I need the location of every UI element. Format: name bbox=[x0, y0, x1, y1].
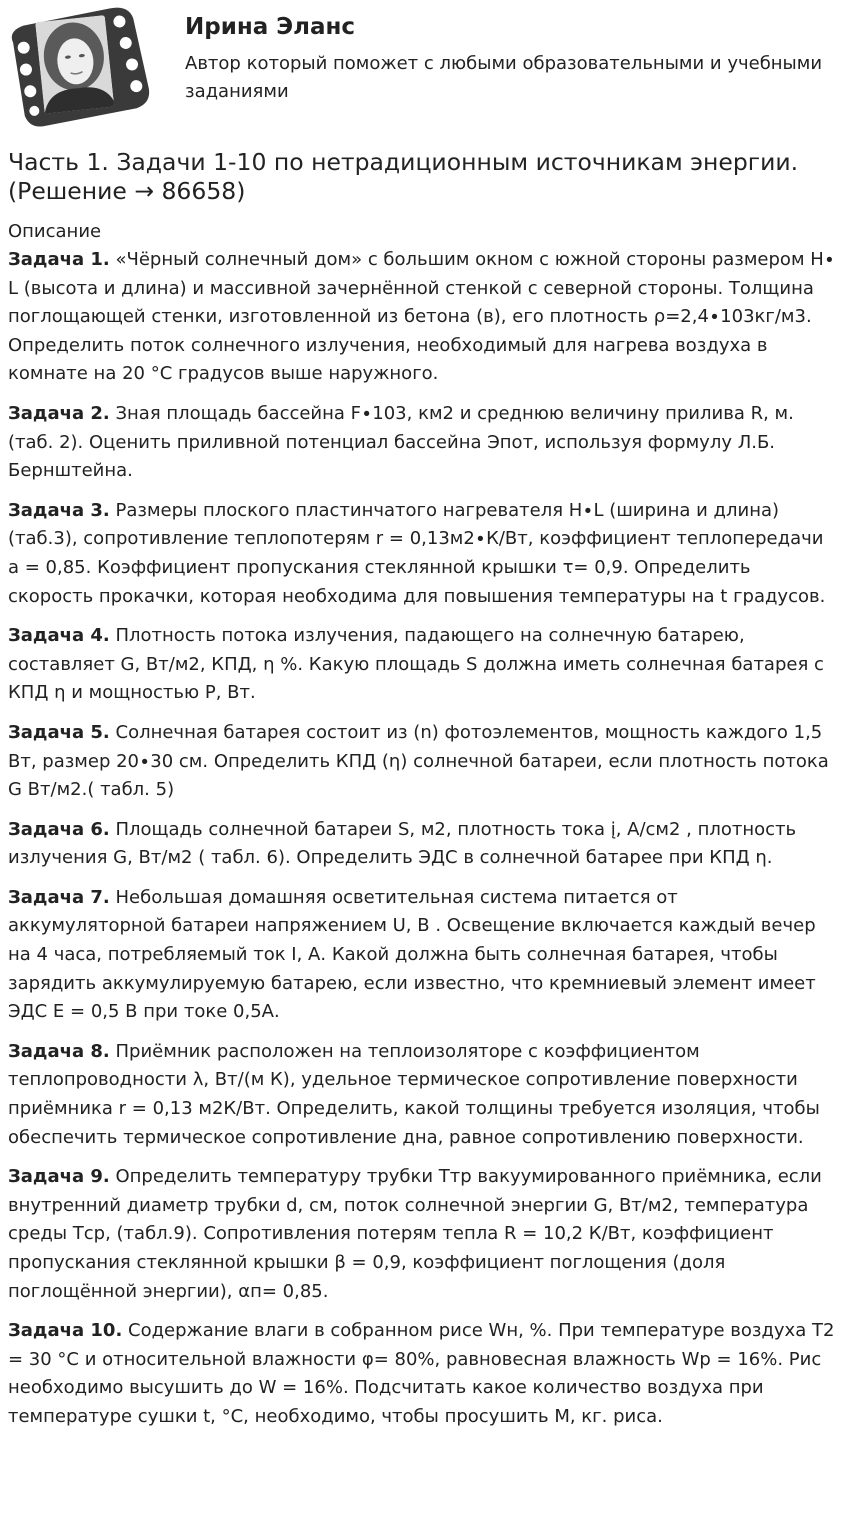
task-text: Определить температуру трубки Ттр вакуумированного приёмника, если внутренний диаметр трубки d, см, поток солнечной энергии G, Вт/м2, температура среды Тср, (табл.9). Сопротивления потерям тепла R = 10,2 К/Вт, коэффициент пропускания стеклянной крышки β = 0,9, коэффициент поглощения (доля поглощённой энергии), αп= 0,85. bbox=[8, 1166, 822, 1302]
task-text: Плотность потока излучения, падающего на солнечную батарею, составляет G, Вт/м2, КПД, η %. Какую площадь S должна иметь солнечная батарея с КПД η и мощностью P, Вт. bbox=[8, 625, 824, 704]
task-text: Площадь солнечной батареи S, м2, плотность тока į, А/см2 , плотность излучения G, Вт/м2 ( табл. 6). Определить ЭДС в солнечной батарее при КПД η. bbox=[8, 818, 797, 869]
task-text: Приёмник расположен на теплоизоляторе с коэффициентом теплопроводности λ, Вт/(м К), удельное термическое сопротивление поверхности приёмника r = 0,13 м2К/Вт. Определить, какой толщины требуется изоляция, чтобы обеспечить термическое сопротивление дна, равное сопротивлению поверхности. bbox=[8, 1040, 820, 1148]
task-text: Содержание влаги в собранном рисе Wн, %. При температуре воздуха Т2 = 30 °С и относительной влажности φ= 80%, равновесная влажность Wр = 16%. Рис необходимо высушить до W = 16%. Подсчитать какое количество воздуха при температуре сушки t, °С, необходимо, чтобы просушить М, кг. риса. bbox=[8, 1320, 835, 1427]
task-item bbox=[8, 497, 839, 611]
author-header bbox=[0, 0, 847, 140]
document-body bbox=[0, 148, 847, 1432]
task-text: Размеры плоского пластинчатого нагревателя H∙L (ширина и длина) (таб.3), сопротивление теплопотерям r = 0,13м2∙К/Вт, коэффициент теплопередачи a = 0,85. Коэффициент пропускания стеклянной крышки τ= 0,9. Определить скорость прокачки, которая необходима для повышения температуры на t градусов. bbox=[8, 499, 826, 607]
task-item bbox=[8, 400, 839, 486]
description-label: Описание bbox=[8, 221, 102, 242]
task-item bbox=[8, 884, 839, 1027]
task-label: Задача 4. bbox=[8, 625, 110, 647]
author-avatar[interactable] bbox=[6, 6, 152, 128]
page-title: Часть 1. Задачи 1-10 по нетрадиционным источникам энергии. (Решение → 86658) bbox=[8, 148, 799, 205]
task-list bbox=[8, 246, 839, 1432]
avatar-film-frame-icon bbox=[6, 6, 152, 128]
task-item bbox=[8, 622, 839, 708]
task-item bbox=[8, 816, 839, 873]
task-text: Небольшая домашняя осветительная система питается от аккумуляторной батареи напряжением U, В . Освещение включается каждый вечер на 4 часа, потребляемый ток I, А. Какой должна быть солнечная батарея, чтобы зарядить аккумулируемую батарею, если известно, что кремниевый элемент имеет ЭДС Е = 0,5 В при токе 0,5А. bbox=[8, 886, 816, 1023]
task-text: Зная площадь бассейна F∙103, км2 и среднюю величину прилива R, м.(таб. 2). Оценить приливной потенциал бассейна Эпот, используя формулу Л.Б. Бернштейна. bbox=[8, 402, 794, 482]
task-label: Задача 6. bbox=[8, 818, 110, 840]
task-item bbox=[8, 246, 839, 389]
task-label: Задача 3. bbox=[8, 499, 110, 521]
task-label: Задача 1. bbox=[8, 249, 110, 270]
task-label: Задача 8. bbox=[8, 1040, 110, 1062]
task-label: Задача 10. bbox=[8, 1320, 123, 1342]
task-text: «Чёрный солнечный дом» с большим окном с южной стороны размером H∙ L (высота и длина) и массивной зачернённой стенкой с северной стороны. Толщина поглощающей стенки, изготовленной из бетона (в), его плотность ρ=2,4∙103кг/м3. Определить поток солнечного излучения, необходимый для нагрева воздуха в комнате на 20 °С градусов выше наружного. bbox=[8, 249, 836, 385]
task-label: Задача 9. bbox=[8, 1166, 110, 1188]
task-item bbox=[8, 1163, 839, 1306]
task-item bbox=[8, 1317, 839, 1431]
task-label: Задача 2. bbox=[8, 402, 110, 424]
task-label: Задача 7. bbox=[8, 886, 110, 908]
task-label: Задача 5. bbox=[8, 721, 110, 743]
task-item bbox=[8, 1038, 839, 1152]
task-text: Солнечная батарея состоит из (n) фотоэлементов, мощность каждого 1,5 Вт, размер 20∙30 см. Определить КПД (η) солнечной батареи, если плотность потока G Вт/м2.( табл. 5) bbox=[8, 721, 829, 801]
task-item bbox=[8, 719, 839, 805]
author-description: Автор который поможет с любыми образовательными и учебными заданиями bbox=[185, 53, 823, 102]
author-name[interactable]: Ирина Эланс bbox=[185, 14, 356, 40]
